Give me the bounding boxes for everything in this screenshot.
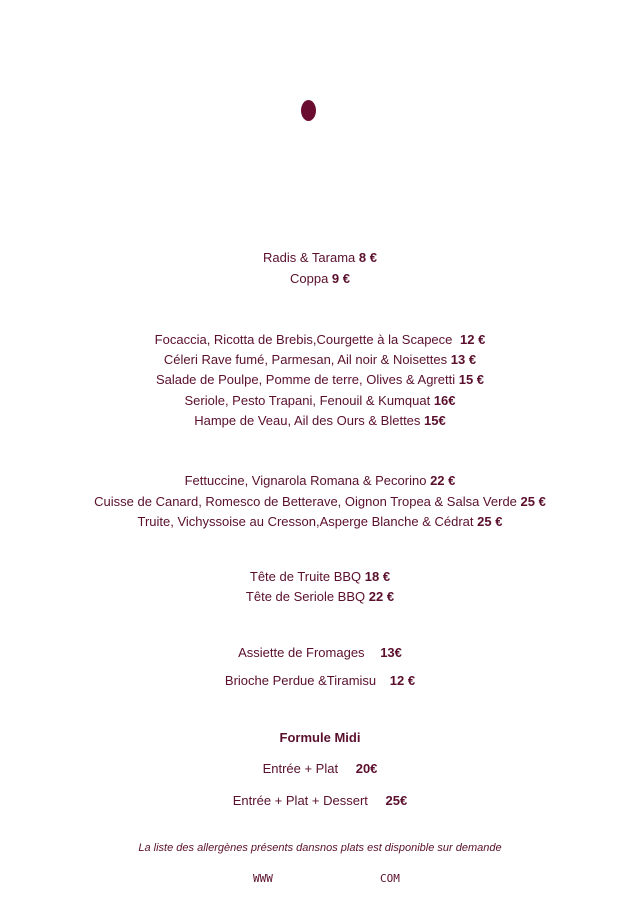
dish-price: 12 € xyxy=(389,673,416,688)
dish-name: Hampe de Veau, Ail des Ours & Blettes xyxy=(194,413,421,428)
dish-price: 22 € xyxy=(430,473,456,488)
dish-price: 13€ xyxy=(380,645,402,660)
dish-name: Brioche Perdue &Tiramisu xyxy=(224,673,377,688)
formule-option-name: Entrée + Plat + Dessert xyxy=(232,793,368,808)
formule-option xyxy=(0,793,640,809)
dish-price: 25 € xyxy=(520,494,546,509)
allergen-note: La liste des allergènes présents dansnos plats est disponible sur demande xyxy=(138,842,502,854)
menu-item xyxy=(0,352,640,368)
dish-price: 15 € xyxy=(458,372,485,387)
footer-www: WWW xyxy=(253,872,273,885)
dish-name: Céleri Rave fumé, Parmesan, Ail noir & Noisettes xyxy=(163,352,448,367)
menu-item xyxy=(0,473,640,489)
menu-item xyxy=(0,589,640,605)
formule-option xyxy=(0,761,640,777)
menu-item xyxy=(0,372,640,388)
dish-price: 16€ xyxy=(433,393,456,408)
dish-price: 25 € xyxy=(477,514,503,529)
menu-item xyxy=(0,332,640,348)
menu-item xyxy=(0,271,640,287)
menu-item xyxy=(0,250,640,266)
menu-item xyxy=(0,413,640,429)
dish-name: Cuisse de Canard, Romesco de Betterave, Oignon Tropea & Salsa Verde xyxy=(94,494,517,509)
dish-name: Focaccia, Ricotta de Brebis,Courgette à la Scapece xyxy=(154,332,453,347)
formule-option-name: Entrée + Plat xyxy=(262,761,339,776)
menu-item xyxy=(0,494,640,510)
dish-name: Coppa xyxy=(289,271,329,286)
dish-name: Truite, Vichyssoise au Cresson,Asperge Blanche & Cédrat xyxy=(137,514,474,529)
dish-price: 13 € xyxy=(450,352,477,367)
menu-item xyxy=(0,514,640,530)
dish-name: Tête de Seriole BBQ xyxy=(245,589,366,604)
dish-name: Fettuccine, Vignarola Romana & Pecorino xyxy=(184,473,427,488)
formule-option-price: 20€ xyxy=(355,761,378,776)
menu-item xyxy=(0,645,640,661)
menu-item xyxy=(0,569,640,585)
dish-name: Salade de Poulpe, Pomme de terre, Olives & Agretti xyxy=(155,372,456,387)
dish-price: 8 € xyxy=(358,250,377,265)
dish-name: Radis & Tarama xyxy=(263,250,356,265)
logo-mark-icon xyxy=(301,100,316,121)
dish-name: Tête de Truite BBQ xyxy=(249,569,362,584)
dish-name: Seriole, Pesto Trapani, Fenouil & Kumquat xyxy=(184,393,431,408)
dish-name: Assiette de Fromages xyxy=(238,645,365,660)
dish-price: 22 € xyxy=(368,589,395,604)
formule-option-price: 25€ xyxy=(385,793,408,808)
footer-com: COM xyxy=(380,872,400,885)
dish-price: 12 € xyxy=(460,332,486,347)
formule-title: Formule Midi xyxy=(279,730,361,745)
dish-price: 9 € xyxy=(331,271,350,286)
dish-price: 15€ xyxy=(424,413,446,428)
dish-price: 18 € xyxy=(364,569,391,584)
menu-item xyxy=(0,393,640,409)
menu-item xyxy=(0,673,640,689)
